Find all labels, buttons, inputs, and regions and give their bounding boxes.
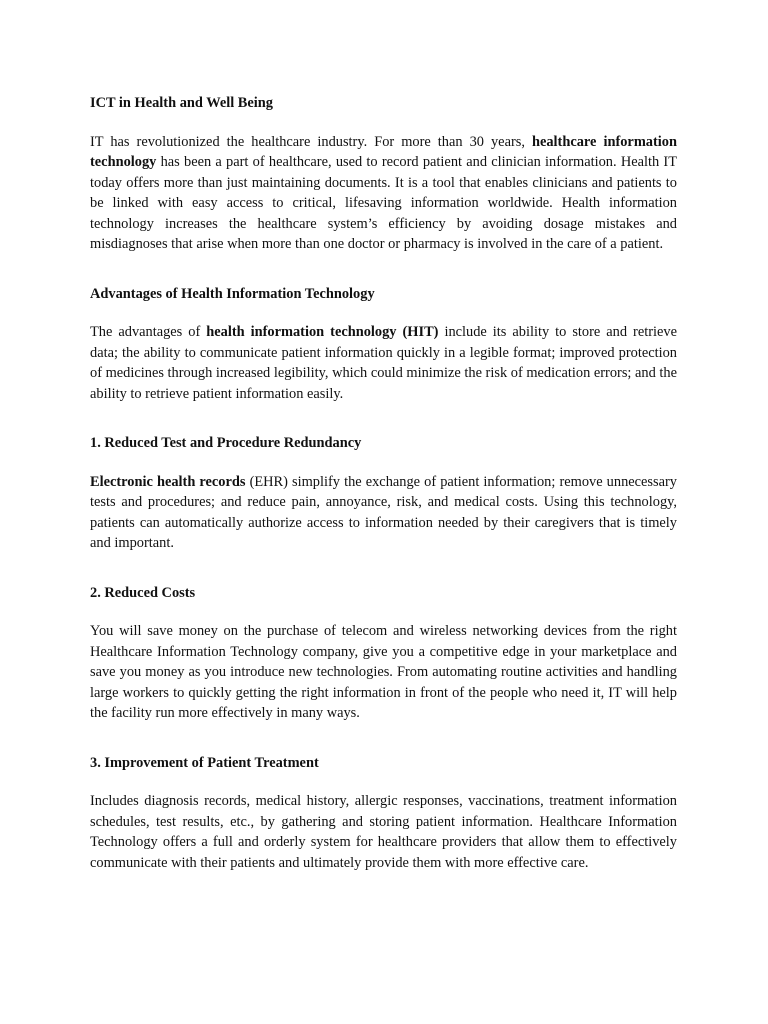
document-title: ICT in Health and Well Being bbox=[90, 95, 273, 111]
advantages-heading: Advantages of Health Information Technology bbox=[90, 285, 375, 302]
section-1-text: (EHR) simplify the exchange of patient information; remove unnecessary tests and procedures; and reduce pain, annoyance, risk, and medical costs. Using this technology, patients can automatically authorize access to information needed by their caregivers that is timely and important. bbox=[90, 473, 677, 551]
intro-paragraph bbox=[90, 132, 677, 255]
advantages-text-start: The advantages of bbox=[90, 324, 207, 340]
advantages-paragraph bbox=[90, 322, 677, 404]
section-2-paragraph: You will save money on the purchase of telecom and wireless networking devices from the right Healthcare Information Technology company, give you a competitive edge in your marketplace and save you money as you introduce new technologies. From automating routine activities and handling large workers to quickly getting the right information in front of the people who need it, IT will help the facility run more effectively in many ways. bbox=[90, 623, 677, 721]
intro-text-end: has been a part of healthcare, used to record patient and clinician information. Health IT today offers more than just maintaining documents. It is a tool that enables clinicians and patients to be linked with easy access to critical, lifesaving information worldwide. Health information technology increases the healthcare system’s efficiency by avoiding dosage mistakes and misdiagnoses that arise when more than one doctor or pharmacy is involved in the care of a patient. bbox=[90, 154, 677, 252]
document-page bbox=[90, 93, 677, 873]
section-3-paragraph: Includes diagnosis records, medical history, allergic responses, vaccinations, treatment information schedules, test results, etc., by gathering and storing patient information. Healthcare Information Technology offers a full and orderly system for healthcare providers that allow them to effectively communicate with their patients and ultimately provide them with more effective care. bbox=[90, 793, 677, 871]
advantages-text-end: include its ability to store and retrieve data; the ability to communicate patient information quickly in a legible format; improved protection of medicines through increased legibility, which could minimize the risk of medication errors; and the ability to retrieve patient information easily. bbox=[90, 324, 677, 402]
section-2-heading: 2. Reduced Costs bbox=[90, 584, 196, 601]
advantages-bold-term: health information technology (HIT) bbox=[206, 324, 439, 340]
section-1-bold-term: Electronic health records bbox=[90, 473, 246, 490]
intro-bold-term: healthcare information technology bbox=[90, 133, 677, 170]
section-3-heading: 3. Improvement of Patient Treatment bbox=[90, 754, 319, 771]
intro-text-start: IT has revolutionized the healthcare industry. For more than 30 years, bbox=[90, 133, 532, 150]
section-1-paragraph bbox=[90, 472, 677, 554]
section-1-heading: 1. Reduced Test and Procedure Redundancy bbox=[90, 435, 362, 451]
